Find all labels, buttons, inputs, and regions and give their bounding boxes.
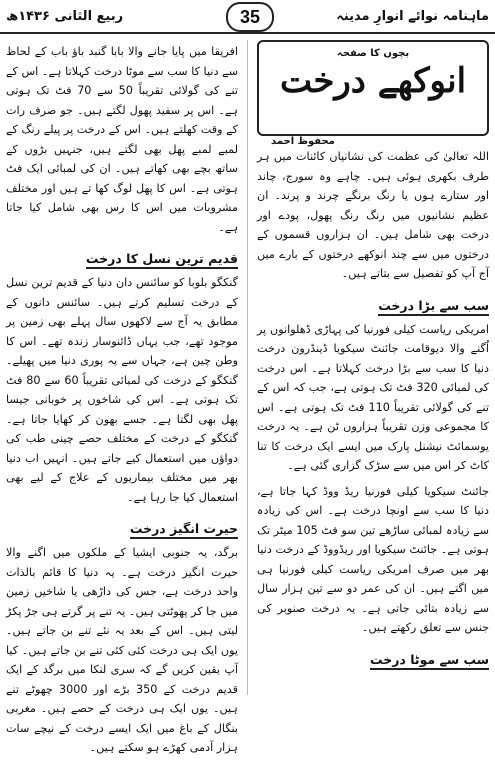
- section-biggest-tree: [257, 290, 489, 638]
- page-number: 35: [226, 2, 274, 32]
- section-paragraph: گنکگو بلوبا کو سائنس دان دنیا کے قدیم ترین نسل کے درخت تسلیم کرتے ہیں۔ سائنس دانوں کے مطابق یہ آج سے لاکھوں سال پہلے بھی زمین پر موجود تھے، جب یہاں ڈائنوسار زندہ تھے۔ اس کا وطن چین ہے، جہاں سے یہ پوری دنیا میں پھیلے۔ گنکگو کے درخت کی لمبائی تقریباً 60 سے 80 فٹ تک ہوتی ہے۔ اس کی شاخوں پر خوبانی جیسا پھل بھی لگتا ہے۔ جسے بھون کر کھایا جاتا ہے۔ گنکگو کے درخت کے مختلف حصے چینی طب کی دواؤں میں استعمال کیے جاتے ہیں۔ انہیں اب دنیا بھر میں مختلف بیماریوں کے علاج کے لیے بھی استعمال کیا جا رہا ہے۔: [6, 276, 239, 504]
- section-heading: قدیم ترین نسل کا درخت: [86, 251, 238, 269]
- author-name: محفوظ احمد: [271, 136, 335, 147]
- column-divider: [247, 40, 248, 695]
- section-paragraph: جائنٹ سیکویا کیلی فورنیا ریڈ ووڈ کہا جاتا ہے، دنیا کا سب سے اونچا درخت ہے۔ اس کی زیادہ سے زیادہ لمبائی ساڑھے تین سو فٹ 105 میٹر تک ہوتی ہے۔ جائنٹ سیکویا اور ریڈووڈ کے درخت دنیا بھر میں صرف امریکی ریاست کیلی فورنیا ہی میں اگتے ہیں۔ ان کی عمر دو سے تین ہزار سال سے زیادہ بتائی جاتی ہے۔ یہ درخت صنوبر کی جنس سے تعلق رکھتے ہیں۔: [257, 484, 489, 634]
- article-title: انوکھے درخت: [279, 61, 467, 101]
- section-paragraph: برگد، یہ جنوبی ایشیا کے ملکوں میں اگنے والا حیرت انگیز درخت ہے۔ یہ دنیا کا قائم بالذات واحد درخت ہے، جس کی داڑھی یا شاخیں زمین میں جا کر پھوٹتی ہیں۔ یہ تنے پر گرتے ہی جڑ پکڑ لیتی ہیں۔ اس کے بعد یہ نئے تنے بن جاتے ہیں۔ یوں ایک ہی درخت کئی کئی تنے بن جاتے ہیں۔ کیا آپ یقین کریں گے کہ سری لنکا میں برگد کے ایک قدیم درخت کے 350 بڑے اور 3000 چھوٹے تنے ہیں۔ یوں ایک ہی درخت کے حصے ہیں۔ مغربی بنگال کے باغ میں ایک ایسے درخت کے نیچے سات ہزار آدمی کھڑے ہو سکتے ہیں۔: [6, 546, 238, 754]
- section-heading: سب سے موٹا درخت: [370, 652, 489, 670]
- title-box: [257, 40, 489, 136]
- section-oldest-tree: [6, 243, 238, 507]
- section-paragraph: افریقا میں پایا جانے والا بابا گنبد باؤ باب کے لحاظ سے دنیا کا سب سے موٹا درخت کہلاتا ہے۔ اس کے تنے کی گولائی تقریباً 50 سے 70 فٹ تک ہوتی ہے۔ اس پر سفید پھول لگتے ہیں۔ جو صرف رات کے وقت کھلتے ہیں۔ اس کے درخت پر پیلے رنگ کے لمبے لمبے پھل بھی لگتے ہیں، جنہیں بڑوں کے ساتھ بچے بھی کھاتے ہیں۔ ان کی لمبائی ایک فٹ ہوتی ہے۔ اس کا پھل لوگ کھا تے ہیں اور مختلف مشروبات میں اس کا رس بھی شامل کیا جاتا ہے۔: [6, 45, 238, 234]
- author-byline: [257, 136, 489, 147]
- section-heading: سب سے بڑا درخت: [378, 298, 489, 316]
- issue-date: ربیع الثانی ۱۴۳۶ھ: [6, 8, 124, 24]
- magazine-name: ماہنامہ نوائے انوارِ مدینہ: [336, 8, 489, 24]
- section-thickest-tree-heading: [257, 644, 489, 674]
- section-amazing-tree: [6, 513, 238, 758]
- section-paragraph: امریکی ریاست کیلی فورنیا کی پہاڑی ڈھلوانوں پر اُگنے والا دیوقامت جائنٹ سیکویا ڈینڈرون درخت دنیا کا سب سے بڑا درخت کہلاتا ہے۔ اس درخت کی لمبائی 320 فٹ تک ہوتی ہے، جب کہ اس کے تنے کی گولائی تقریباً 110 فٹ تک ہوتی ہے۔ اس کا مجموعی وزن تقریباً ہزاروں ٹن ہے۔ یہ درخت یوسمائٹ نیشنل پارک میں ایسے ایک درخت کا تنا کاٹ کر اس میں سے سڑک گزاری گئی ہے۔: [257, 322, 489, 472]
- section-kicker: بچوں کا صفحہ: [336, 48, 410, 59]
- section-heading: حیرت انگیز درخت: [130, 521, 238, 539]
- right-column: [257, 40, 489, 674]
- left-column: [6, 42, 238, 764]
- intro-paragraph: اللہ تعالیٰ کی عظمت کی نشانیاں کائنات میں ہر طرف بکھری ہوئی ہیں۔ چاہے وہ سورج، چاند اور ستارے ہوں یا رنگ برنگے چرند و پرند۔ ان عظیم نشانیوں میں رنگ رنگ پھول، پودے اور درخت بھی شامل ہیں۔ ان ہزاروں قسموں کے درختوں میں سے چند انوکھے درختوں کے بارے میں آج آپ کو تفصیل سے بتاتے ہیں۔: [257, 150, 489, 280]
